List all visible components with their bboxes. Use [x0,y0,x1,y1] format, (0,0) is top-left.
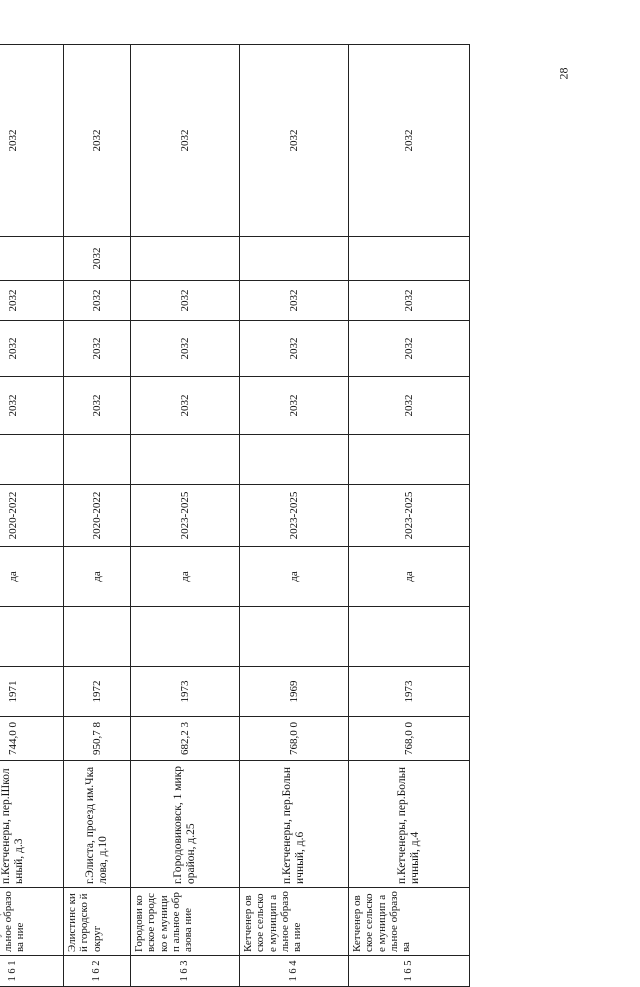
year-2032-cell: 2032 [64,45,131,237]
year-2032-cell: 2032 [240,377,349,435]
row-number: 1 6 1 [0,956,64,987]
address-cell: п.Кетченеры, пер.Больничный, д.6 [240,761,349,888]
page-number: 28 [556,67,571,80]
year-2032-cell: 2032 [64,377,131,435]
table-row [0,45,64,987]
year-2032-cell: 2032 [240,281,349,321]
year-2032-cell: 2032 [64,281,131,321]
year-2032-cell: 2032 [349,45,470,237]
area-cell: 744,0 0 [0,717,64,761]
period-cell: 2023-2025 [131,485,240,547]
year-cell: 1969 [240,667,349,717]
municipality-cell: Кетченер овское сельское муницип альное образова ние [240,888,349,956]
year-2032-cell: 2032 [0,45,64,237]
empty-cell [131,435,240,485]
year-2032-cell: 2032 [349,281,470,321]
year-cell: 1971 [0,667,64,717]
row-number: 1 6 4 [240,956,349,987]
address-cell: г.Элиста, проезд им.Чкалова, д.10 [64,761,131,888]
year-2032-cell: 2032 [131,321,240,377]
year-cell: 1973 [131,667,240,717]
year-2032-cell: 2032 [131,377,240,435]
empty-cell [240,607,349,667]
address-cell: п.Кетченеры, пер.Школьный, д.3 [0,761,64,888]
year-2032-cell: 2032 [349,377,470,435]
area-cell: 768,0 0 [349,717,470,761]
year-2032-cell: 2032 [0,321,64,377]
rotated-table-wrapper [0,129,453,987]
address-cell: г.Городовиковск, 1 микрорайон, д.25 [131,761,240,888]
empty-cell [0,435,64,485]
row-number: 1 6 2 [64,956,131,987]
table-row [349,45,470,987]
year-cell: 1972 [64,667,131,717]
area-cell: 682,2 3 [131,717,240,761]
year-2032-cell: 2032 [64,321,131,377]
empty-cell [0,607,64,667]
year-2032-cell: 2032 [131,45,240,237]
row-number: 1 6 5 [349,956,470,987]
flag-cell: да [349,547,470,607]
empty-cell [240,435,349,485]
table-row [131,45,240,987]
year-2032-cell: 2032 [240,45,349,237]
year-2032-cell: 2032 [0,377,64,435]
municipality-cell: Элистинс кий городско й округ [64,888,131,956]
municipality-cell: Кетченер овское сельское муницип альное образова [349,888,470,956]
period-cell: 2023-2025 [240,485,349,547]
year-2032-cell: 2032 [349,321,470,377]
year-2032-cell: 2032 [0,281,64,321]
area-cell: 768,0 0 [240,717,349,761]
year-2032-cell [0,237,64,281]
year-2032-cell: 2032 [131,281,240,321]
housing-table [0,44,470,987]
flag-cell: да [64,547,131,607]
address-cell: п.Кетченеры, пер.Больничный, д.4 [349,761,470,888]
year-2032-cell: 2032 [240,321,349,377]
empty-cell [349,607,470,667]
flag-cell: да [0,547,64,607]
table-row [240,45,349,987]
year-cell: 1973 [349,667,470,717]
period-cell: 2020-2022 [0,485,64,547]
municipality-cell: Городови ковское городско е муницип альное образова ние [131,888,240,956]
table-row [64,45,131,987]
flag-cell: да [240,547,349,607]
empty-cell [64,435,131,485]
period-cell: 2020-2022 [64,485,131,547]
municipality-cell: льное образова ние [0,888,64,956]
empty-cell [131,607,240,667]
year-2032-cell: 2032 [64,237,131,281]
empty-cell [64,607,131,667]
area-cell: 950,7 8 [64,717,131,761]
flag-cell: да [131,547,240,607]
year-2032-cell [349,237,470,281]
empty-cell [349,435,470,485]
period-cell: 2023-2025 [349,485,470,547]
row-number: 1 6 3 [131,956,240,987]
year-2032-cell [240,237,349,281]
year-2032-cell [131,237,240,281]
